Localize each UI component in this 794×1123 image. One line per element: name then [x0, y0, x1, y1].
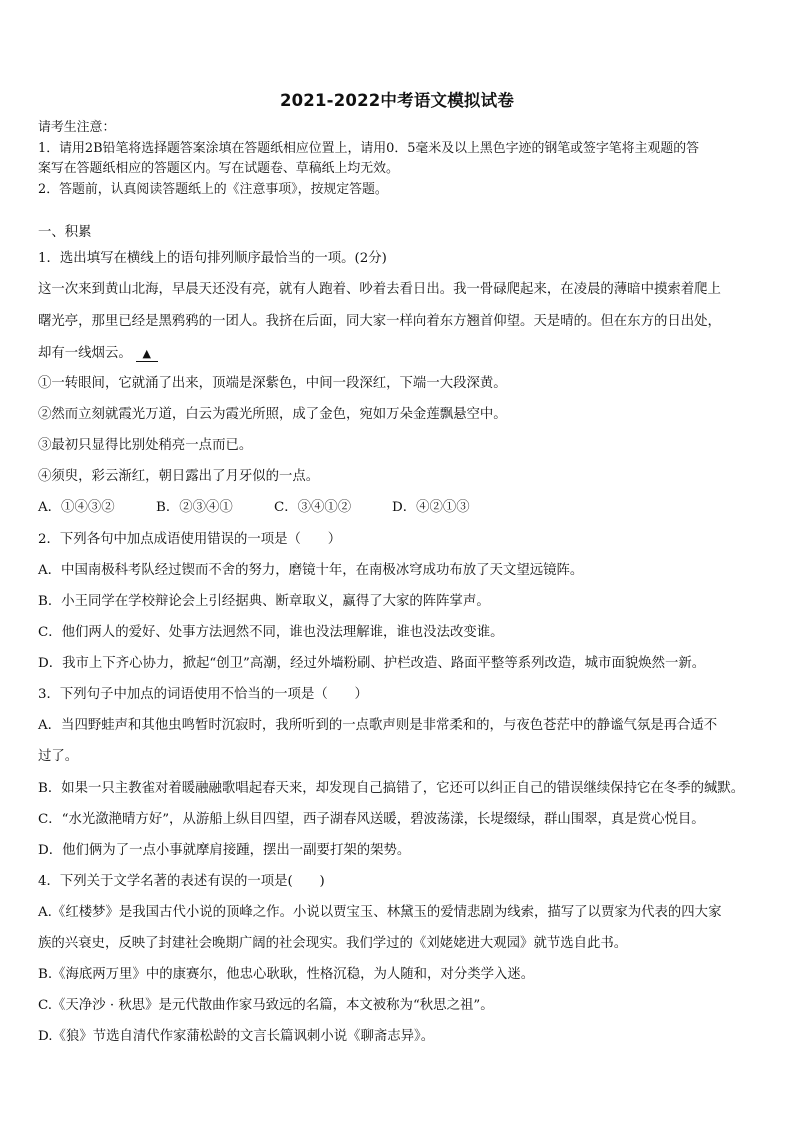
q4-option-a-line-1: A.《红楼梦》是我国古代小说的顶峰之作。小说以贾宝玉、林黛玉的爱情悲剧为线索，描写了以贾家为代表的四大家 [38, 905, 722, 920]
q4-option-c: C.《天净沙 · 秋思》是元代散曲作家马致远的名篇，本文被称为“秋思之祖”。 [38, 998, 494, 1013]
q1-passage-line-3 [38, 345, 768, 363]
q2-option-c: C．他们两人的爱好、处事方法迥然不同，谁也没法理解谁，谁也没法改变谁。 [38, 625, 504, 640]
q1-passage-line-1: 这一次来到黄山北海，早晨天还没有亮，就有人跑着、吵着去看日出。我一骨碌爬起来，在凌晨的薄暗中摸索着爬上 [38, 282, 721, 297]
q4-option-d: D.《狼》节选自清代作家蒲松龄的文言长篇讽刺小说《聊斋志异》。 [38, 1029, 435, 1044]
q3-option-b: B．如果一只主教雀对着暖融融歌唱起春天来，却发现自己搞错了，它还可以纠正自己的错误继续保持它在冬季的缄默。 [38, 781, 745, 796]
q3-option-c: C．“水光潋滟晴方好”，从游船上纵目四望，西子湖春风送暖，碧波荡漾，长堤缀绿，群山围翠，真是赏心悦目。 [38, 812, 705, 827]
q2-stem: 2．下列各句中加点成语使用错误的一项是（ ） [38, 532, 342, 547]
q1-sentence-3: ③最初只显得比别处稍亮一点而已。 [38, 438, 253, 453]
q3-option-a-line-1: A．当四野蛙声和其他虫鸣暂时沉寂时，我所听到的一点歌声则是非常柔和的，与夜色苍茫中的静谧气氛是再合适不 [38, 718, 718, 733]
q1-option-d: D．④②①③ [392, 500, 470, 515]
q1-sentence-4: ④须臾，彩云渐红，朝日露出了月牙似的一点。 [38, 469, 320, 484]
q2-option-a: A．中国南极科考队经过锲而不舍的努力，磨镜十年，在南极冰穹成功布放了天文望远镜阵。 [38, 563, 584, 578]
q1-option-a: A．①④③② [38, 500, 115, 515]
notice-item-1-line-2: 案写在答题纸相应的答题区内。写在试题卷、草稿纸上均无效。 [38, 161, 399, 176]
q2-option-d: D．我市上下齐心协力，掀起“创卫”高潮，经过外墙粉刷、护栏改造、路面平整等系列改造，城市面貌焕然一新。 [38, 656, 706, 671]
q1-sentence-1: ①一转眼间，它就涌了出来，顶端是深紫色，中间一段深红，下端一大段深黄。 [38, 376, 507, 391]
notice-item-2: 2．答题前，认真阅读答题纸上的《注意事项》，按规定答题。 [38, 182, 388, 197]
q2-option-b: B．小王同学在学校辩论会上引经据典、断章取义，赢得了大家的阵阵掌声。 [38, 594, 490, 609]
q4-option-b: B.《海底两万里》中的康赛尔，他忠心耿耿，性格沉稳，为人随和，对分类学入迷。 [38, 967, 535, 982]
q1-option-c: C．③④①② [274, 500, 352, 515]
notice-heading: 请考生注意： [38, 120, 116, 135]
q3-option-a-line-2: 过了。 [38, 749, 79, 764]
notice-item-1-line-1: 1．请用2B铅笔将选择题答案涂填在答题纸相应位置上，请用0．5毫米及以上黑色字迹的钢笔或签字笔将主观题的答 [38, 141, 700, 156]
q1-stem: 1．选出填写在横线上的语句排列顺序最恰当的一项。(2分) [38, 251, 387, 266]
q4-stem: 4．下列关于文学名著的表述有误的一项是( ) [38, 874, 325, 889]
q3-stem: 3．下列句子中加点的词语使用不恰当的一项是（ ） [38, 687, 368, 702]
q1-option-b: B．②③④① [156, 500, 233, 515]
q4-option-a-line-2: 族的兴衰史，反映了封建社会晚期广阔的社会现实。我们学过的《刘姥姥进大观园》就节选自此书。 [38, 936, 628, 951]
q1-passage-line-2: 曙光亭，那里已经是黑鸦鸦的一团人。我挤在后面，同大家一样向着东方翘首仰望。天是晴的。但在东方的日出处， [38, 314, 721, 329]
q1-passage-text: 却有一线烟云。 [38, 346, 132, 361]
q3-option-d: D．他们俩为了一点小事就摩肩接踵，摆出一副要打架的架势。 [38, 843, 411, 858]
answer-blank: ▲ [136, 347, 158, 362]
q1-sentence-2: ②然而立刻就霞光万道，白云为霞光所照，成了金色，宛如万朵金莲飘悬空中。 [38, 407, 507, 422]
section-heading: 一、积累 [38, 225, 92, 240]
q1-options [38, 499, 768, 517]
page-title: 2021-2022中考语文模拟试卷 [279, 91, 515, 110]
